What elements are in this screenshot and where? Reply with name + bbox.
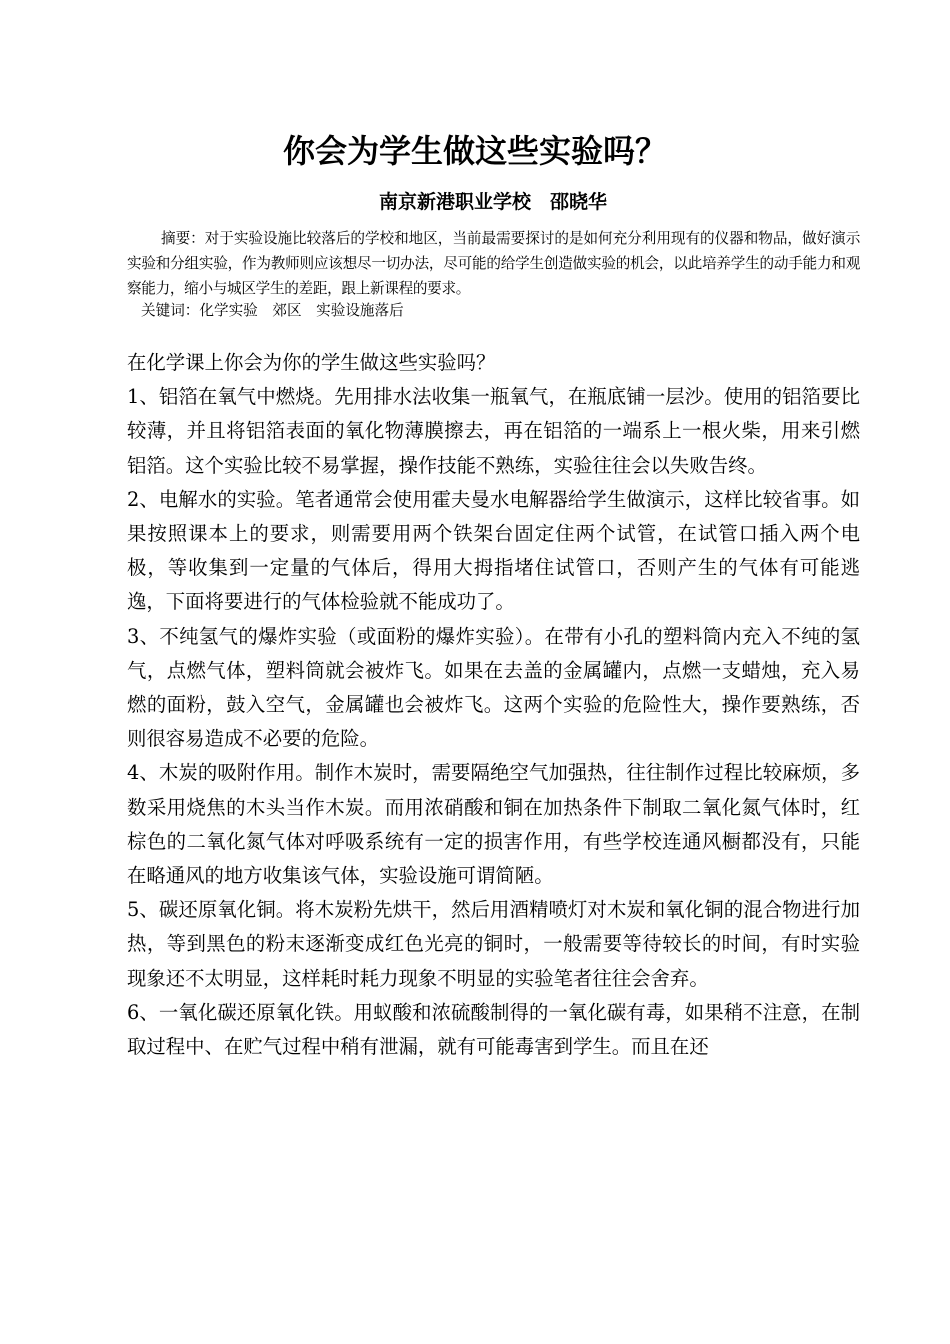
- intro-paragraph: 在化学课上你会为你的学生做这些实验吗？: [127, 351, 496, 374]
- keywords: 关键词：化学实验 郊区 实验设施落后: [141, 302, 404, 319]
- author-line: 南京新港职业学校 邵晓华: [378, 191, 607, 213]
- abstract: 摘要：对于实验设施比较落后的学校和地区，当前最需要探讨的是如何充分利用现有的仪器和物品，做好演示实验和分组实验，作为教师则应该想尽一切办法，尽可能的给学生创造做实验的机会，以此培养学生的动手能力和观察能力，缩小与城区学生的差距，跟上新课程的要求。: [127, 230, 860, 297]
- paragraph-2: 2、电解水的实验。笔者通常会使用霍夫曼水电解器给学生做演示，这样比较省事。如果按照课本上的要求，则需要用两个铁架台固定住两个试管，在试管口插入两个电极，等收集到一定量的气体后，得用大拇指堵住试管口，否则产生的气体有可能逃逸，下面将要进行的气体检验就不能成功了。: [127, 487, 860, 614]
- paragraph-4: 4、木炭的吸附作用。制作木炭时，需要隔绝空气加强热，往往制作过程比较麻烦，多数采用烧焦的木头当作木炭。而用浓硝酸和铜在加热条件下制取二氧化氮气体时，红棕色的二氧化氮气体对呼吸系统有一定的损害作用，有些学校连通风橱都没有，只能在略通风的地方收集该气体，实验设施可谓简陋。: [127, 761, 860, 888]
- paragraph-5: 5、碳还原氧化铜。将木炭粉先烘干，然后用酒精喷灯对木炭和氧化铜的混合物进行加热，等到黑色的粉末逐渐变成红色光亮的铜时，一般需要等待较长的时间，有时实验现象还不太明显，这样耗时耗力现象不明显的实验笔者往往会舍弃。: [127, 898, 860, 990]
- article-body: [127, 346, 860, 1064]
- document-title: 你会为学生做这些实验吗？: [282, 132, 667, 170]
- paragraph-1: 1、铝箔在氧气中燃烧。先用排水法收集一瓶氧气，在瓶底铺一层沙。使用的铝箔要比较薄，并且将铝箔表面的氧化物薄膜擦去，再在铝箔的一端系上一根火柴，用来引燃铝箔。这个实验比较不易掌握，操作技能不熟练，实验往往会以失败告终。: [127, 385, 860, 477]
- paragraph-6: 6、一氧化碳还原氧化铁。用蚁酸和浓硫酸制得的一氧化碳有毒，如果稍不注意，在制取过程中、在贮气过程中稍有泄漏，就有可能毒害到学生。而且在还: [127, 1000, 860, 1059]
- paragraph-3: 3、不纯氢气的爆炸实验（或面粉的爆炸实验）。在带有小孔的塑料筒内充入不纯的氢气，点燃气体，塑料筒就会被炸飞。如果在去盖的金属罐内，点燃一支蜡烛，充入易燃的面粉，鼓入空气，金属罐也会被炸飞。这两个实验的危险性大，操作要熟练，否则很容易造成不必要的危险。: [127, 624, 860, 751]
